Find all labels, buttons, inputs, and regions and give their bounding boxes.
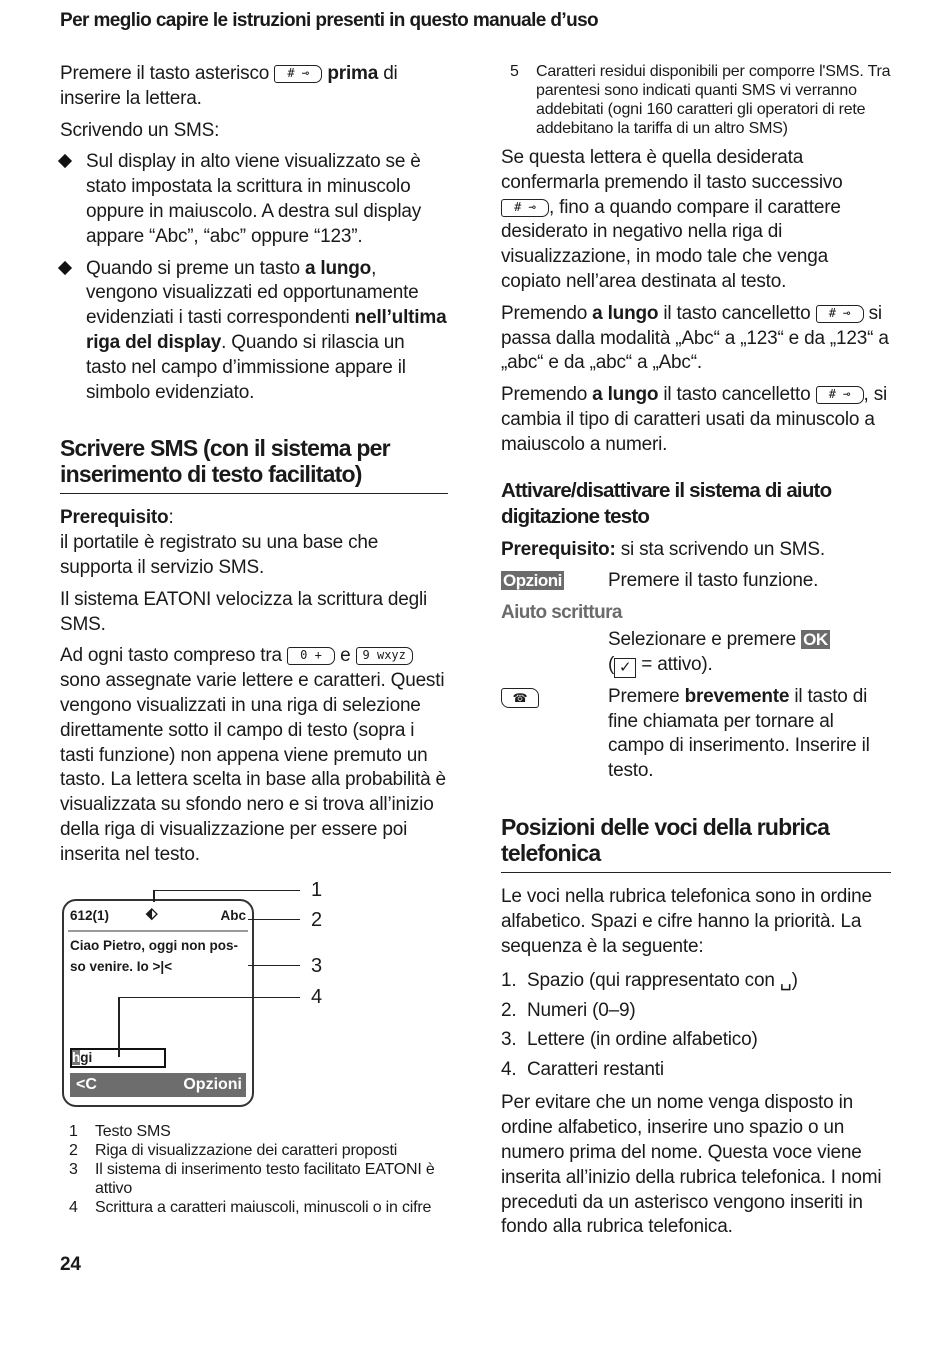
legend-item: [69, 1198, 448, 1217]
nine-key-icon: 9 wxyz: [356, 647, 413, 665]
mode-indicator: Abc: [220, 907, 246, 923]
callout-line: [248, 965, 300, 967]
text: Spazio (qui rappresentato con ␣): [527, 970, 798, 992]
legend-item: [69, 1141, 448, 1160]
list-item: [501, 996, 891, 1026]
num: 1.: [501, 970, 517, 992]
num: 2: [69, 1141, 78, 1159]
num: 1: [69, 1122, 78, 1140]
callout-3: 3: [311, 954, 322, 977]
subsection-heading: Attivare/disattivare il sistema di aiuto digitazione testo: [501, 478, 832, 528]
checkbox-icon: ✓: [614, 658, 636, 678]
hash-key-icon: # ⊸: [274, 65, 322, 83]
text: Quando si preme un tasto: [86, 257, 300, 279]
phone-display-figure: [60, 878, 448, 1116]
softkey-bar: [70, 1073, 246, 1097]
text: Premendo: [501, 302, 588, 324]
text: Selezionare e premere: [608, 628, 797, 650]
phone-display: [62, 899, 254, 1107]
sms-text: [70, 935, 248, 977]
running-header: Per meglio capire le istruzioni presenti in questo manuale d’uso: [60, 10, 599, 31]
callout-line: [153, 890, 300, 892]
text: Riga di visualizzazione dei caratteri proposti: [95, 1141, 398, 1159]
text: Il sistema di inserimento testo facilitato EATONI è attivo: [95, 1160, 435, 1197]
prereq-label: Prerequisito: [60, 507, 169, 529]
eatoni-icon: ⬖: [146, 904, 158, 922]
bold-text: a lungo: [592, 384, 659, 406]
list-item: [501, 1025, 891, 1055]
text: Testo SMS: [95, 1122, 171, 1140]
bold-text: nell’ultima riga del display: [86, 307, 447, 353]
ok-key-label: OK: [803, 629, 828, 649]
text: Sul display in alto viene visualizzato se è stato impostata la scrittura in minuscolo oppure in maiuscolo. A destra sul display appare “Abc”, “abc” oppure “123”.: [86, 151, 422, 247]
text: si passa dalla modalità „Abc“ a „123“ e da „123“ a „abc“ e da „abc“ a „Abc“.: [501, 302, 889, 374]
text: il portatile è registrato su una base che supporta il servizio SMS.: [60, 532, 379, 578]
text: sono assegnate varie lettere e caratteri. Questi vengono visualizzati in una riga di selezione direttamente sotto il campo di testo (sopra i tasti funzione) non appena viene premuto un tasto. La lettera scelta in base alla probabilità è visualizzata su sfondo nero e si trova all’inizio della riga di visualizzazione per essere poi inserita nel testo.: [60, 670, 446, 865]
bold-text: brevemente: [684, 685, 790, 707]
callout-line: [153, 890, 155, 902]
step-text: Premere il tasto funzione.: [608, 570, 819, 592]
prerequisite: [501, 538, 891, 563]
text: so venire. Io: [70, 958, 149, 974]
prerequisite: [60, 506, 448, 580]
page-number: 24: [60, 1253, 81, 1275]
text: Premendo: [501, 384, 588, 406]
bold-text: a lungo: [304, 257, 372, 279]
text: :: [168, 507, 174, 529]
step-text: Selezionare e premere OK ( ✓ = attivo).: [608, 628, 828, 676]
legend-note-5: [510, 62, 891, 138]
paragraph-writing-sms: Scrivendo un SMS:: [60, 119, 220, 141]
paragraph-asterisk: [60, 62, 448, 112]
paragraph-hash-long: [501, 302, 891, 376]
text: il tasto cancelletto: [663, 302, 811, 324]
num: 4: [69, 1198, 78, 1216]
text: Se questa lettera è quella desiderata confermarla premendo il tasto successivo: [501, 147, 843, 193]
callout-line: [118, 997, 120, 1057]
menu-item-label: Aiuto scrittura: [501, 602, 622, 624]
bullet-item: [60, 150, 448, 249]
num: 2.: [501, 999, 517, 1021]
bullet-item: [60, 257, 448, 406]
text: . Quando si rilascia un tasto nel campo d’immissione appare il simbolo evidenziato.: [86, 331, 406, 403]
text: , si cambia il tipo di caratteri usati da minuscolo a maiuscolo a numeri.: [501, 384, 888, 455]
text: Numeri (0–9): [527, 999, 636, 1021]
text: = attivo).: [641, 653, 713, 675]
paragraph-avoid-sort: Per evitare che un nome venga disposto in ordine alfabetico, inserire uno spazio o un numero prima del nome. Questa voce viene inserita all’inizio della rubrica telefonica. I nomi preceduti da un asterisco vengono inseriti in fondo alla rubrica telefonica.: [501, 1092, 882, 1238]
figure-legend: [69, 1122, 448, 1217]
step-row: [501, 569, 891, 594]
hash-key-icon: # ⊸: [816, 386, 864, 404]
list-item: [501, 1055, 891, 1085]
text: , vengono visualizzati ed opportunamente evidenziati i tasti correspondenti: [86, 257, 419, 329]
divider: [68, 930, 248, 932]
left-column: [60, 62, 448, 1277]
text: Premere il tasto asterisco: [60, 63, 270, 84]
text: il tasto di fine chiamata per tornare al campo di inserimento. Inserire il testo.: [608, 685, 870, 782]
num: 3.: [501, 1029, 517, 1051]
text: Lettere (in ordine alfabetico): [527, 1029, 758, 1051]
bold-text: prima: [327, 63, 379, 84]
step-row: [501, 628, 891, 678]
text: gi: [80, 1049, 93, 1065]
step-row: [501, 685, 891, 784]
section-heading: Scrivere SMS (con il sistema per inserimento di testo facilitato): [60, 435, 448, 494]
text: e: [340, 645, 351, 667]
paragraph-confirm: [501, 146, 891, 295]
diamond-bullet-icon: [58, 261, 72, 275]
num: 4.: [501, 1058, 517, 1080]
legend-item: [69, 1122, 448, 1141]
diamond-bullet-icon: [58, 154, 72, 168]
text: il tasto cancelletto: [663, 384, 811, 406]
text: Caratteri residui disponibili per comporre l'SMS. Tra parentesi sono indicati quanti SMS vi verranno addebitati (ogni 160 caratteri gli operatori di rete addebitano la tariffa di un altro SMS): [536, 63, 891, 137]
opzioni-softkey-label: Opzioni: [503, 571, 562, 591]
text: di inserire la lettera.: [60, 63, 398, 109]
text: Ciao Pietro, oggi non pos-: [70, 937, 238, 953]
paragraph-hash-long-2: [501, 383, 891, 457]
text: Scrittura a caratteri maiuscoli, minuscoli o in cifre: [95, 1198, 432, 1216]
paragraph-order: Le voci nella rubrica telefonica sono in ordine alfabetico. Spazi e cifre hanno la priorità. La sequenza è la seguente:: [501, 885, 872, 957]
callout-1: 1: [311, 878, 322, 901]
num: 3: [69, 1160, 78, 1178]
hash-key-icon: # ⊸: [816, 305, 864, 323]
zero-key-icon: 0 +: [287, 647, 335, 665]
legend-item: [69, 1160, 448, 1198]
softkey-back[interactable]: <C: [76, 1075, 97, 1093]
list-item: [501, 966, 891, 996]
ordered-list: [501, 966, 891, 1084]
num: 5: [510, 63, 519, 80]
callout-2: 2: [311, 908, 322, 931]
text: Ad ogni tasto compreso tra: [60, 645, 282, 667]
callout-line: [248, 919, 300, 921]
hash-key-icon: # ⊸: [501, 199, 549, 217]
text: si sta scrivendo un SMS.: [620, 538, 825, 560]
prereq-label: Prerequisito:: [501, 538, 616, 560]
bold-text: a lungo: [592, 302, 659, 324]
callout-line: [118, 997, 300, 999]
paragraph-keys: [60, 644, 448, 867]
end-call-key-icon: ☎: [501, 688, 539, 708]
callout-4: 4: [311, 985, 322, 1008]
section-heading: Posizioni delle voci della rubrica telefonica: [501, 814, 891, 873]
step-text: [608, 685, 891, 784]
paragraph-eatoni: Il sistema EATONI velocizza la scrittura degli SMS.: [60, 588, 428, 635]
char-counter: 612(1): [70, 907, 110, 923]
text: Premere: [608, 685, 680, 707]
softkey-options[interactable]: Opzioni: [183, 1075, 242, 1093]
text: , fino a quando compare il carattere desiderato in negativo nella riga di visualizzazione, in modo tale che venga copiato nell’area destinata al testo.: [501, 196, 841, 292]
selected-char: h: [72, 1049, 81, 1065]
right-column: [501, 62, 891, 1247]
eatoni-cursor-icon: >|<: [152, 958, 173, 974]
text: Caratteri restanti: [527, 1058, 664, 1080]
